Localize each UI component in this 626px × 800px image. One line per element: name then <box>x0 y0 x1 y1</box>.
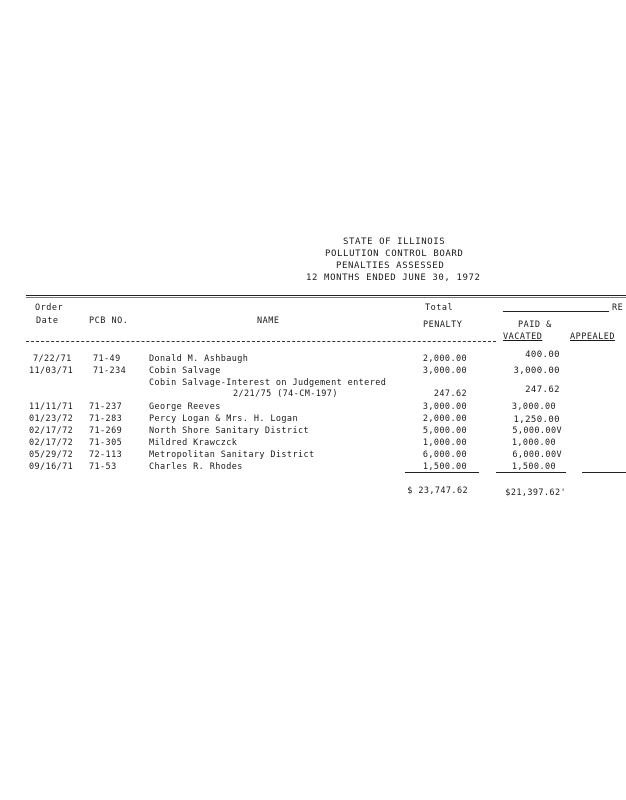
row-date: 05/29/72 <box>29 450 74 460</box>
col-appealed: APPEALED <box>570 332 615 342</box>
header-top-rule-2 <box>26 297 626 298</box>
row-date: 02/17/72 <box>29 426 74 436</box>
row-penalty: 3,000.00 <box>422 402 467 412</box>
row-paid: 6,000.00V <box>512 450 562 460</box>
row-penalty: 2,000.00 <box>422 354 467 364</box>
row-paid: 3,000.00 <box>513 366 560 376</box>
row-paid: 5,000.00V <box>512 426 562 436</box>
row-name: Cobin Salvage <box>149 366 221 376</box>
row-penalty: 1,000.00 <box>422 438 467 448</box>
period-title: 12 MONTHS ENDED JUNE 30, 1972 <box>306 273 481 283</box>
header-top-rule <box>26 295 626 296</box>
col-pcb-no: PCB NO. <box>89 316 129 326</box>
paid-total-rule <box>504 472 566 473</box>
col-date: Date <box>36 316 59 326</box>
row-name-continued: 2/21/75 (74-CM-197) <box>233 389 338 399</box>
col-order: Order <box>35 303 64 313</box>
row-paid: 247.62 <box>525 385 560 395</box>
row-name: Percy Logan & Mrs. H. Logan <box>149 414 298 424</box>
state-title: STATE OF ILLINOIS <box>343 237 446 247</box>
row-pcb: 71-269 <box>89 426 123 436</box>
paid-total-rule-left <box>496 472 504 473</box>
row-name: Metropolitan Sanitary District <box>149 450 315 460</box>
row-paid: 1,000.00 <box>511 438 556 448</box>
row-penalty: 5,000.00 <box>422 426 467 436</box>
col-total: Total <box>425 303 454 313</box>
row-penalty: 2,000.00 <box>422 414 467 424</box>
penalty-total-rule <box>405 472 479 473</box>
row-penalty: 247.62 <box>433 389 467 399</box>
row-paid: 1,250.00 <box>513 415 560 425</box>
total-paid: $21,397.62' <box>505 488 566 498</box>
row-pcb: 71-49 <box>93 354 121 364</box>
row-name: North Shore Sanitary District <box>149 426 310 436</box>
total-penalty: $ 23,747.62 <box>407 486 468 496</box>
col-penalty: PENALTY <box>423 320 463 330</box>
row-name: George Reeves <box>149 402 221 412</box>
row-paid: 400.00 <box>525 350 560 360</box>
row-date: 01/23/72 <box>29 414 74 424</box>
board-title: POLLUTION CONTROL BOARD <box>325 249 464 259</box>
header-bottom-rule <box>26 341 496 342</box>
paid-group-rule <box>503 311 609 312</box>
row-name: Charles R. Rhodes <box>149 462 243 472</box>
row-name: Mildred Krawczck <box>149 438 238 448</box>
row-date: 02/17/72 <box>29 438 74 448</box>
row-penalty: 3,000.00 <box>422 366 467 376</box>
row-pcb: 71-237 <box>89 402 123 412</box>
row-pcb: 71-53 <box>89 462 117 472</box>
col-vacated: VACATED <box>503 332 543 342</box>
row-pcb: 71-305 <box>89 438 123 448</box>
col-cut-off: RE <box>612 303 624 313</box>
row-date: 11/11/71 <box>29 402 74 412</box>
row-name: Donald M. Ashbaugh <box>149 354 249 364</box>
row-pcb: 71-234 <box>93 366 127 376</box>
row-pcb: 72-113 <box>89 450 123 460</box>
row-date: 11/03/71 <box>29 366 74 376</box>
row-date: 7/22/71 <box>33 354 72 364</box>
row-name: Cobin Salvage-Interest on Judgement entered <box>149 378 387 388</box>
row-penalty: 1,500.00 <box>422 462 467 472</box>
row-pcb: 71-283 <box>89 414 123 424</box>
col-paid: PAID & <box>518 320 552 330</box>
row-paid: 3,000.00 <box>511 402 556 412</box>
report-title: PENALTIES ASSESSED <box>336 261 445 271</box>
col-name: NAME <box>257 316 280 326</box>
row-penalty: 6,000.00 <box>422 450 467 460</box>
appealed-total-rule <box>582 472 626 473</box>
row-date: 09/16/71 <box>29 462 74 472</box>
row-paid: 1,500.00 <box>511 462 556 472</box>
